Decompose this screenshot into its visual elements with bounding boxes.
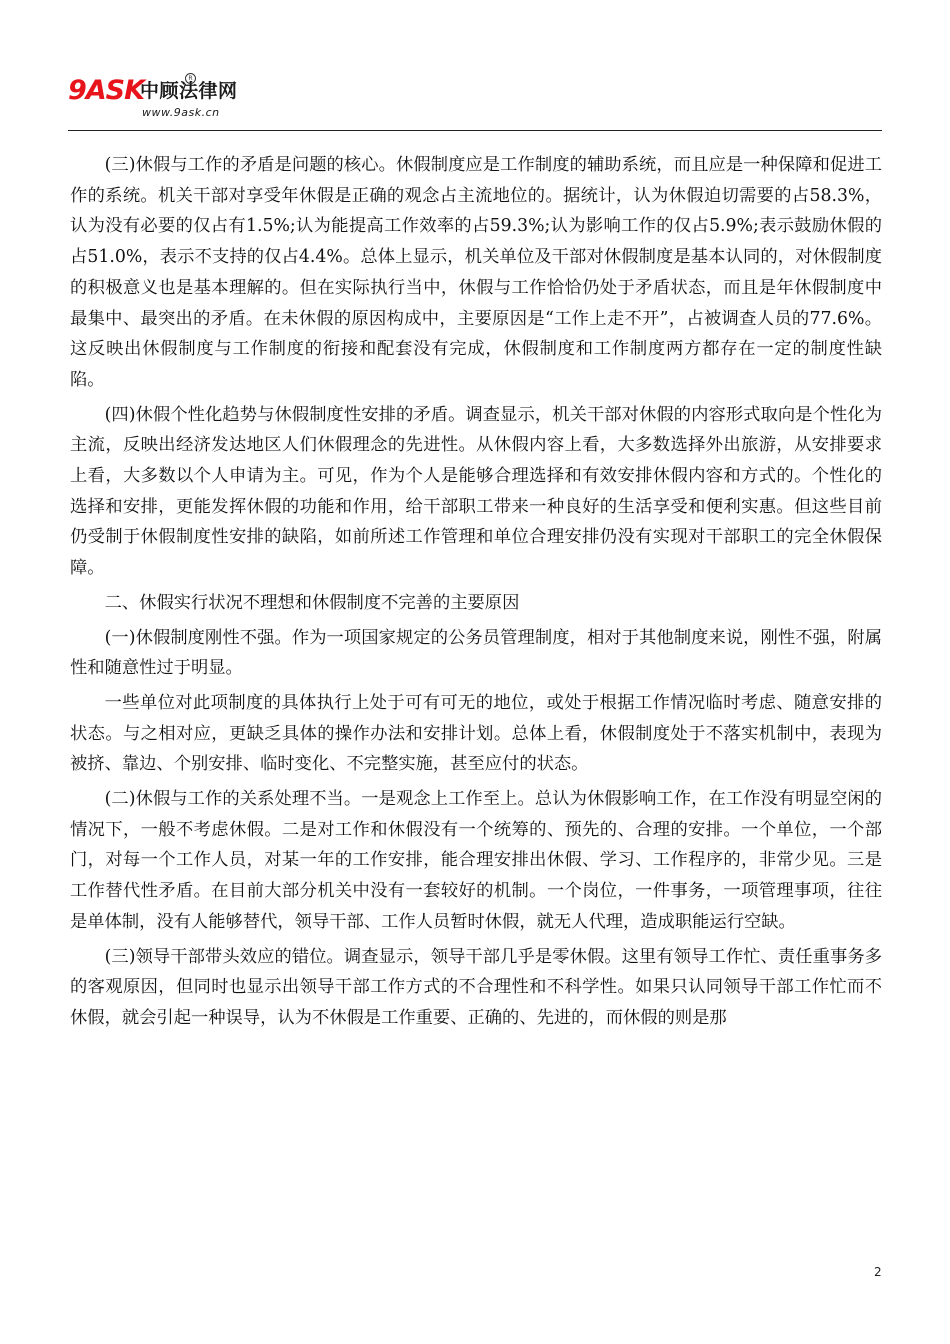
paragraph: (三)领导干部带头效应的错位。调查显示，领导干部几乎是零休假。这里有领导工作忙、责任重事务多的客观原因，但同时也显示出领导干部工作方式的不合理性和不科学性。如果只认同领导干部工作忙而不休假，就会引起一种误导，认为不休假是工作重要、正确的、先进的，而休假的则是那 [70,946,882,1028]
logo-mark: 9ASK [68,75,145,106]
site-logo[interactable] [68,72,308,132]
paragraph: 一些单位对此项制度的具体执行上处于可有可无的地位，或处于根据工作情况临时考虑、随意安排的状态。与之相对应，更缺乏具体的操作办法和安排计划。总体上看，休假制度处于不落实机制中，表现为被挤、靠边、个别安排、临时变化、不完整实施，甚至应付的状态。 [70,692,882,775]
registered-trademark-icon: R [185,73,196,84]
document-body [70,150,882,1038]
page-number: 2 [874,1265,882,1279]
paragraph: (一)休假制度刚性不强。作为一项国家规定的公务员管理制度，相对于其他制度来说，刚性不强，附属性和随意性过于明显。 [70,627,882,679]
page-header [68,72,888,132]
paragraph: (三)休假与工作的矛盾是问题的核心。休假制度应是工作制度的辅助系统，而且应是一种保障和促进工作的系统。机关干部对享受年休假是正确的观念占主流地位的。据统计，认为休假迫切需要的占58.3%，认为没有必要的仅占有1.5%;认为能提高工作效率的占59.3%;认为影响工作的仅占5.9%;表示鼓励休假的占51.0%，表示不支持的仅占4.4%。总体上显示，机关单位及干部对休假制度是基本认同的，对休假制度的积极意义也是基本理解的。但在实际执行当中，休假与工作恰恰仍处于矛盾状态，而且是年休假制度中最集中、最突出的矛盾。在未休假的原因构成中，主要原因是“工作上走不开”，占被调查人员的77.6%。这反映出休假制度与工作制度的衔接和配套没有完成，休假制度和工作制度两方都存在一定的制度性缺陷。 [70,155,882,390]
section-heading: 二、休假实行状况不理想和休假制度不完善的主要原因 [104,592,520,613]
header-divider [68,130,882,131]
paragraph: (二)休假与工作的关系处理不当。一是观念上工作至上。总认为休假影响工作，在工作没有明显空闲的情况下，一般不考虑休假。二是对工作和休假没有一个统筹的、预先的、合理的安排。一个单位，一个部门，对每一个工作人员，对某一年的工作安排，能合理安排出休假、学习、工作程序的，非常少见。三是工作替代性矛盾。在目前大部分机关中没有一套较好的机制。一个岗位，一件事务，一项管理事项，往往是单体制，没有人能够替代，领导干部、工作人员暂时休假，就无人代理，造成职能运行空缺。 [70,789,882,932]
logo-brand-name: 中顾法律网 [140,80,238,102]
paragraph: (四)休假个性化趋势与休假制度性安排的矛盾。调查显示，机关干部对休假的内容形式取向是个性化为主流，反映出经济发达地区人们休假理念的先进性。从休假内容上看，大多数选择外出旅游，从安排要求上看，大多数以个人申请为主。可见，作为个人是能够合理选择和有效安排休假内容和方式的。个性化的选择和安排，更能发挥休假的功能和作用，给干部职工带来一种良好的生活享受和便利实惠。但这些目前仍受制于休假制度性安排的缺陷，如前所述工作管理和单位合理安排仍没有实现对干部职工的完全休假保障。 [70,404,882,579]
logo-url: www.9ask.cn [142,106,220,119]
